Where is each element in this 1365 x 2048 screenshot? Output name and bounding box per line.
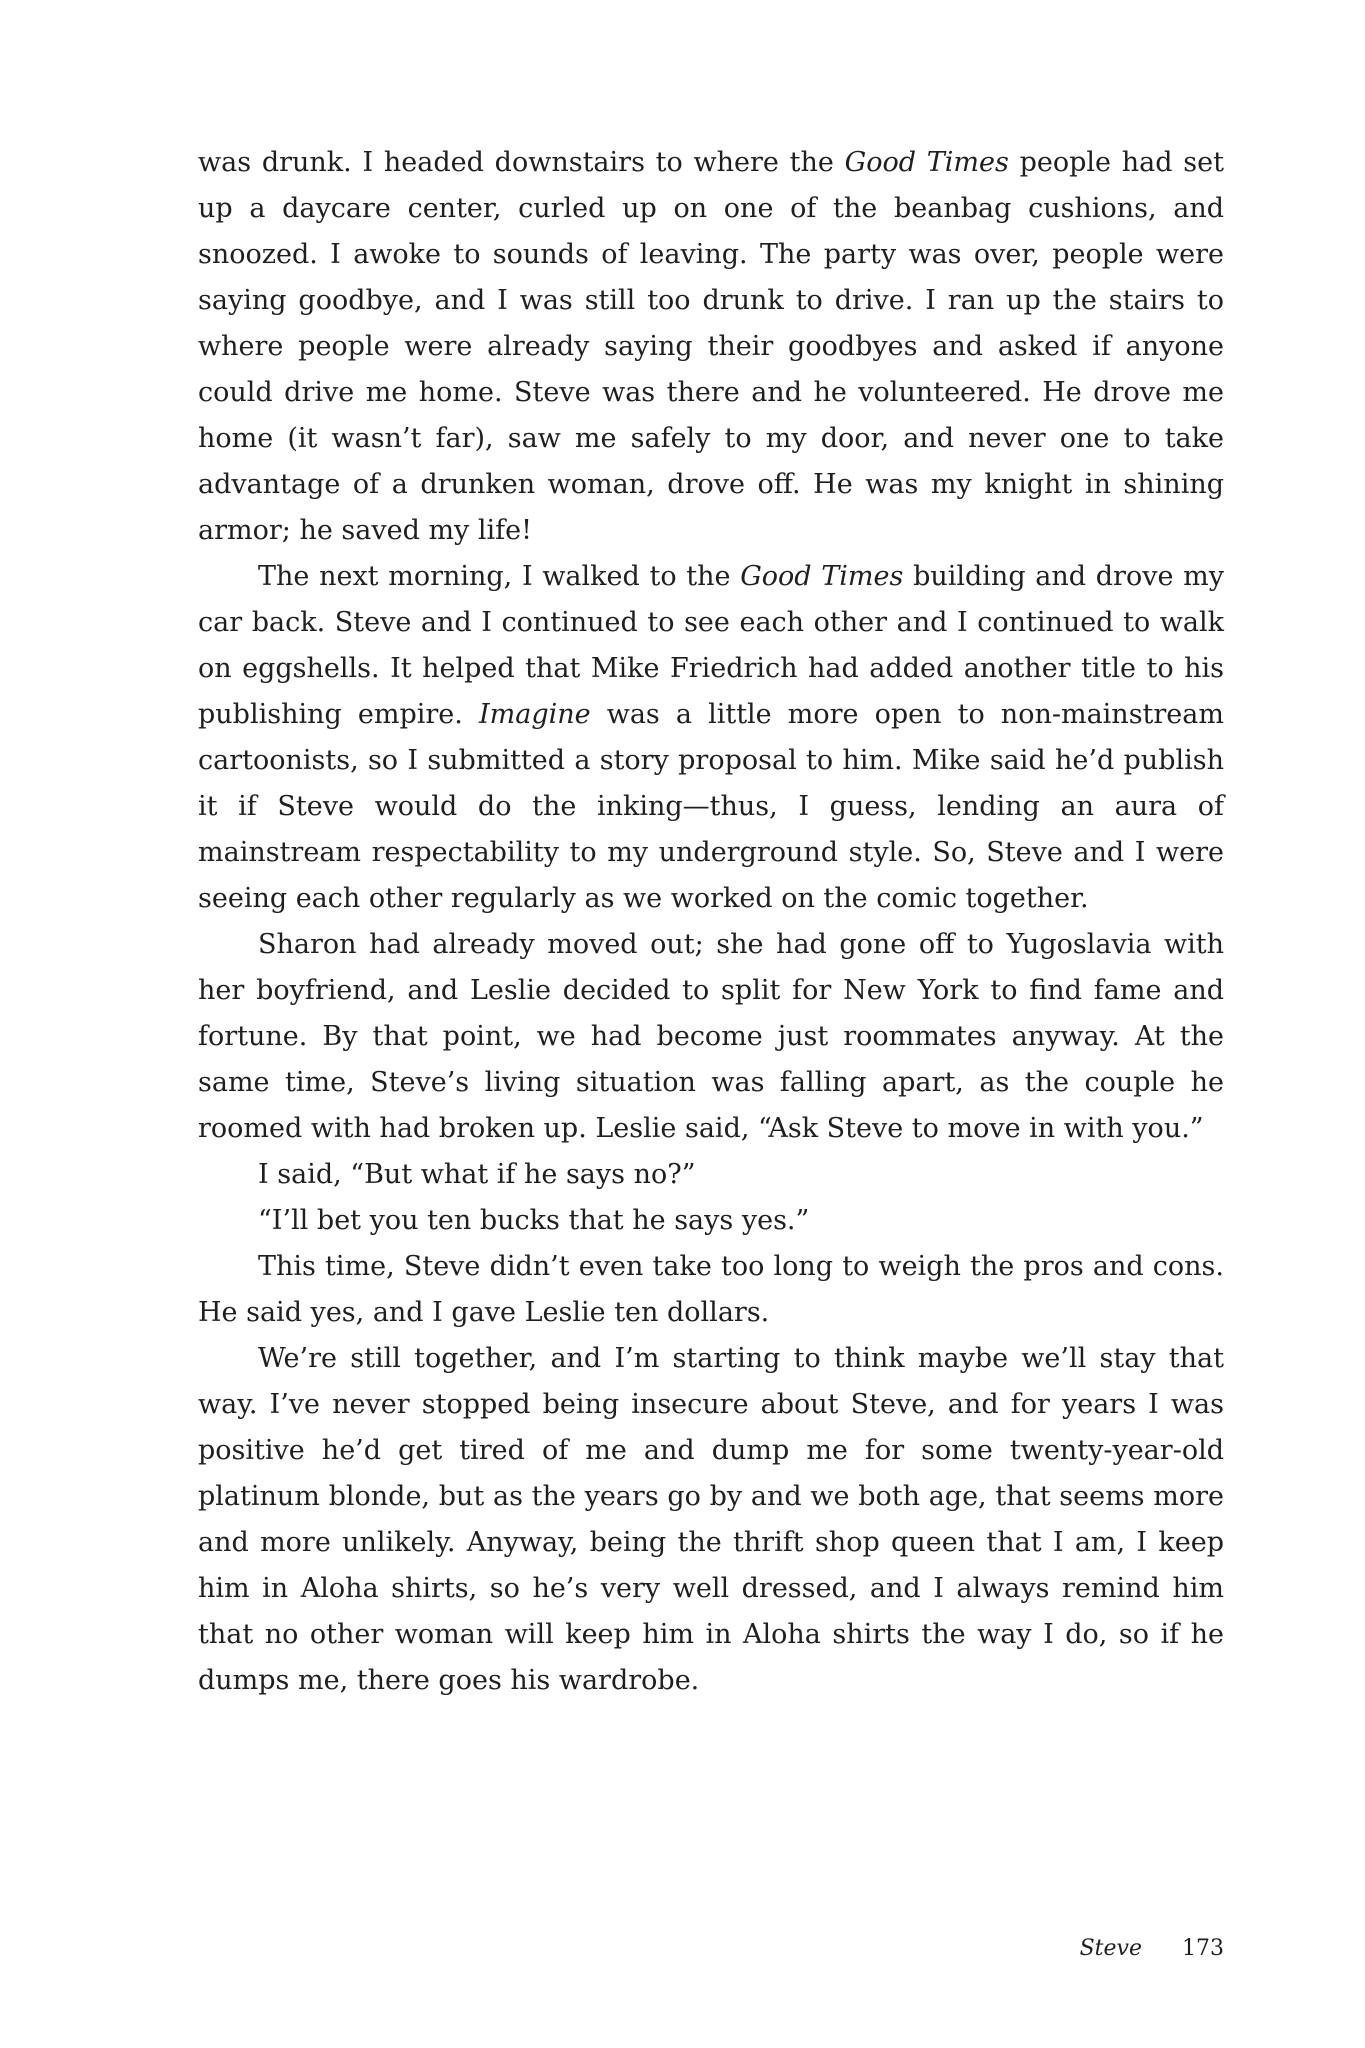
text-run: was drunk. I headed downstairs to where the — [198, 147, 845, 178]
text-run: “I’ll bet you ten bucks that he says yes.” — [258, 1205, 810, 1236]
text-run: I said, “But what if he says no?” — [258, 1159, 696, 1190]
text-run: Sharon had already moved out; she had gone off to Yugoslavia with her boyfriend, and Leslie decided to split for New York to find fame and fortune. By that point, we had become just roommates anyway. At the same time, Steve’s living situation was falling apart, as the couple he roomed with had broken up. Leslie said, “Ask Steve to move in with you.” — [198, 929, 1224, 1144]
page-footer — [1080, 1936, 1224, 1961]
paragraph — [198, 1244, 1224, 1336]
text-run: This time, Steve didn’t even take too long to weigh the pros and cons. He said yes, and I gave Leslie ten dollars. — [198, 1251, 1224, 1328]
body-text — [198, 140, 1224, 1704]
dialogue-line — [198, 1152, 1224, 1198]
text-run: The next morning, I walked to the — [258, 561, 741, 592]
text-run: was a little more open to non-mainstream cartoonists, so I submitted a story proposal to him. Mike said he’d publish it if Steve would do the inking—thus, I guess, lending an aura of mainstream respectability to my underground style. So, Steve and I were seeing each other regularly as we worked on the comic together. — [198, 699, 1224, 914]
text-run: We’re still together, and I’m starting to think maybe we’ll stay that way. I’ve never stopped being insecure about Steve, and for years I was positive he’d get tired of me and dump me for some twenty-year-old platinum blonde, but as the years go by and we both age, that seems more and more unlikely. Anyway, being the thrift shop queen that I am, I keep him in Aloha shirts, so he’s very well dressed, and I always remind him that no other woman will keep him in Aloha shirts the way I do, so if he dumps me, there goes his wardrobe. — [198, 1343, 1224, 1696]
italic-title: Good Times — [844, 147, 1009, 178]
running-head: Steve — [1079, 1936, 1142, 1961]
paragraph — [198, 1336, 1224, 1704]
italic-title: Good Times — [740, 561, 904, 592]
paragraph — [198, 922, 1224, 1152]
italic-title: Imagine — [478, 699, 591, 730]
text-run: building and drove my car back. Steve and I continued to see each other and I continued to walk on eggshells. It helped that Mike Friedrich had added another title to his publishing empire. — [198, 561, 1225, 730]
paragraph — [198, 554, 1224, 922]
text-run: people had set up a daycare center, curled up on one of the beanbag cushions, and snoozed. I awoke to sounds of leaving. The party was over, people were saying goodbye, and I was still too drunk to drive. I ran up the stairs to where people were already saying their goodbyes and asked if anyone could drive me home. Steve was there and he volunteered. He drove me home (it wasn’t far), saw me safely to my door, and never one to take advantage of a drunken woman, drove off. He was my knight in shining armor; he saved my life! — [198, 147, 1224, 546]
paragraph — [198, 140, 1224, 554]
page-number: 173 — [1182, 1936, 1224, 1961]
dialogue-line — [198, 1198, 1224, 1244]
